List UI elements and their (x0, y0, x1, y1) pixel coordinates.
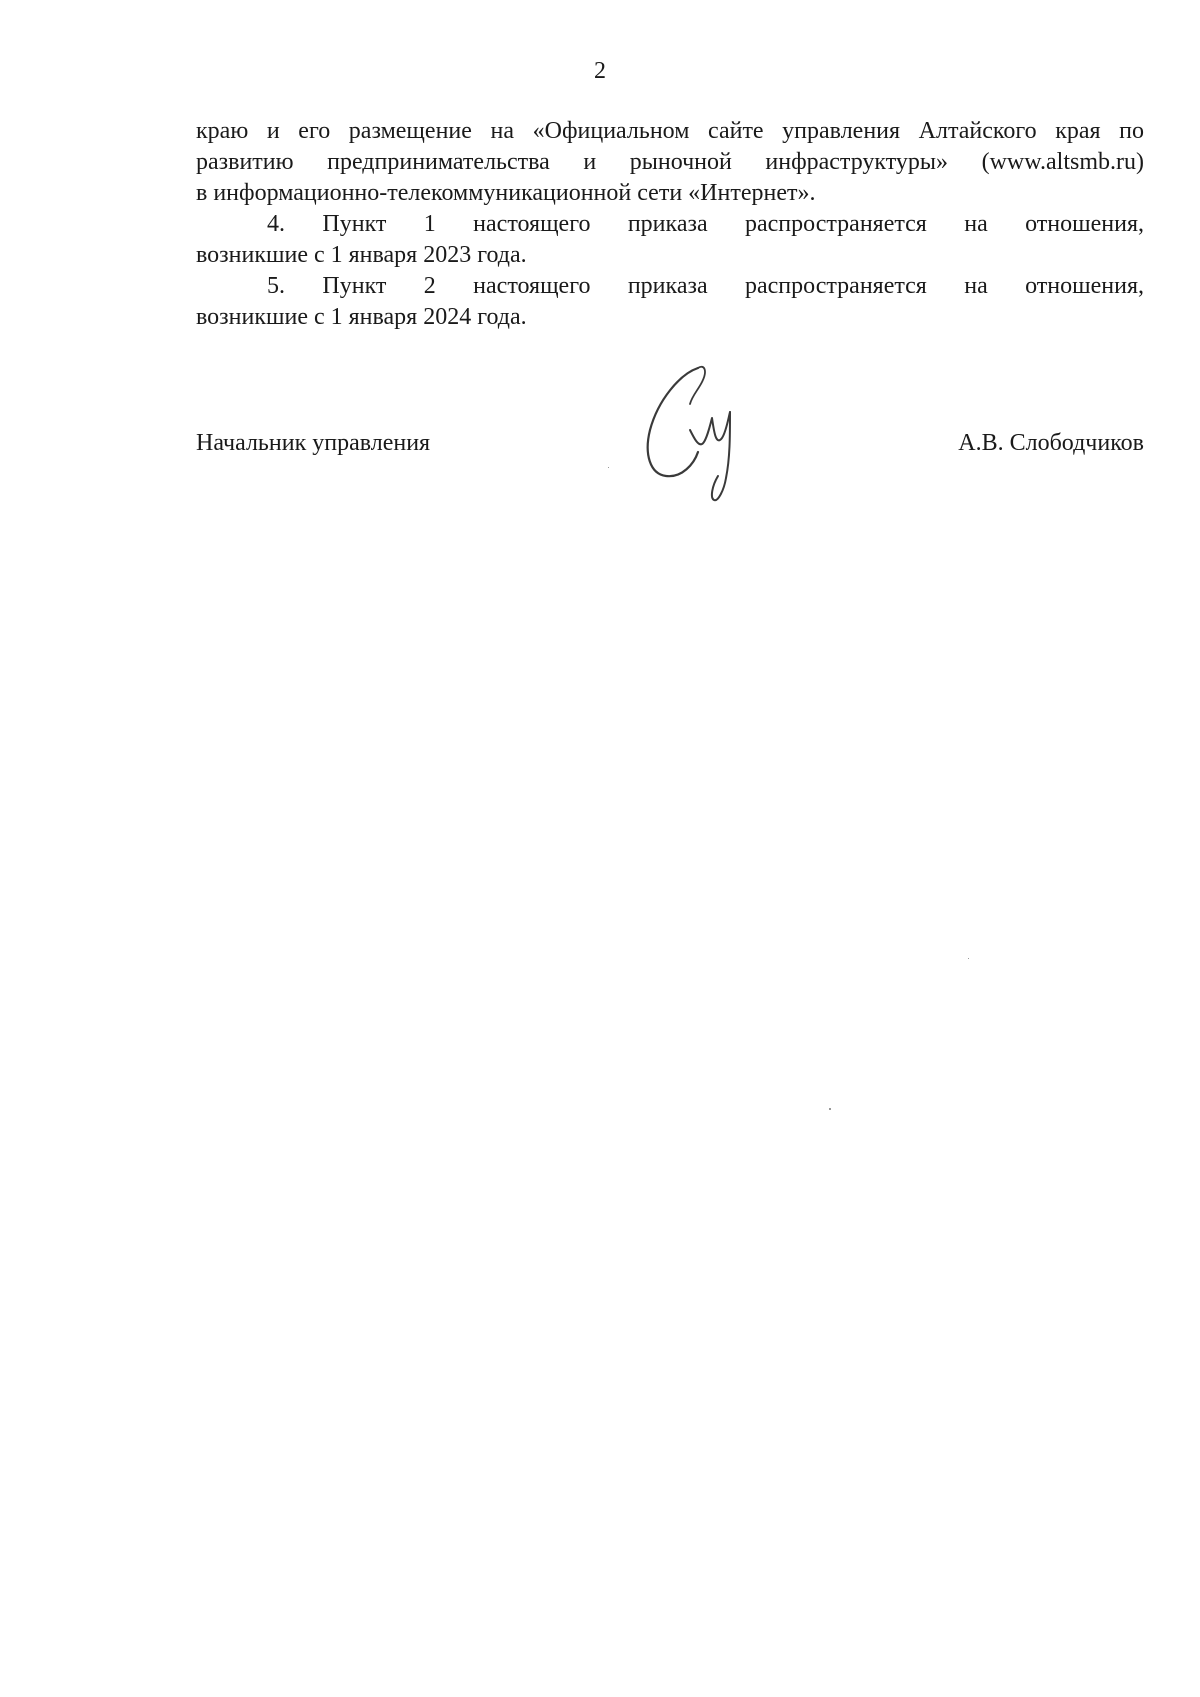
scan-speck (968, 958, 969, 959)
text-line: возникшие с 1 января 2023 года. (196, 242, 527, 268)
signatory-name: А.В. Слободчиков (958, 430, 1144, 456)
scan-speck (829, 1108, 831, 1110)
document-body (196, 116, 1144, 333)
text-line: 5. Пункт 2 настоящего приказа распространяется на отношения, (267, 273, 1144, 299)
page-number: 2 (594, 58, 606, 84)
paragraph-item-5 (196, 271, 1144, 333)
signature-block (196, 428, 1144, 468)
text-line: краю и его размещение на «Официальном сайте управления Алтайского края по (196, 118, 1144, 144)
paragraph-continuation (196, 116, 1144, 209)
paragraph-item-4 (196, 209, 1144, 271)
text-line: возникшие с 1 января 2024 года. (196, 304, 527, 330)
text-line: развитию предпринимательства и рыночной инфраструктуры» (www.altsmb.ru) (196, 149, 1144, 175)
scan-speck (608, 467, 609, 468)
signatory-title: Начальник управления (196, 430, 431, 456)
text-line: в информационно-телекоммуникационной сети «Интернет». (196, 180, 816, 206)
text-line: 4. Пункт 1 настоящего приказа распространяется на отношения, (267, 211, 1144, 237)
